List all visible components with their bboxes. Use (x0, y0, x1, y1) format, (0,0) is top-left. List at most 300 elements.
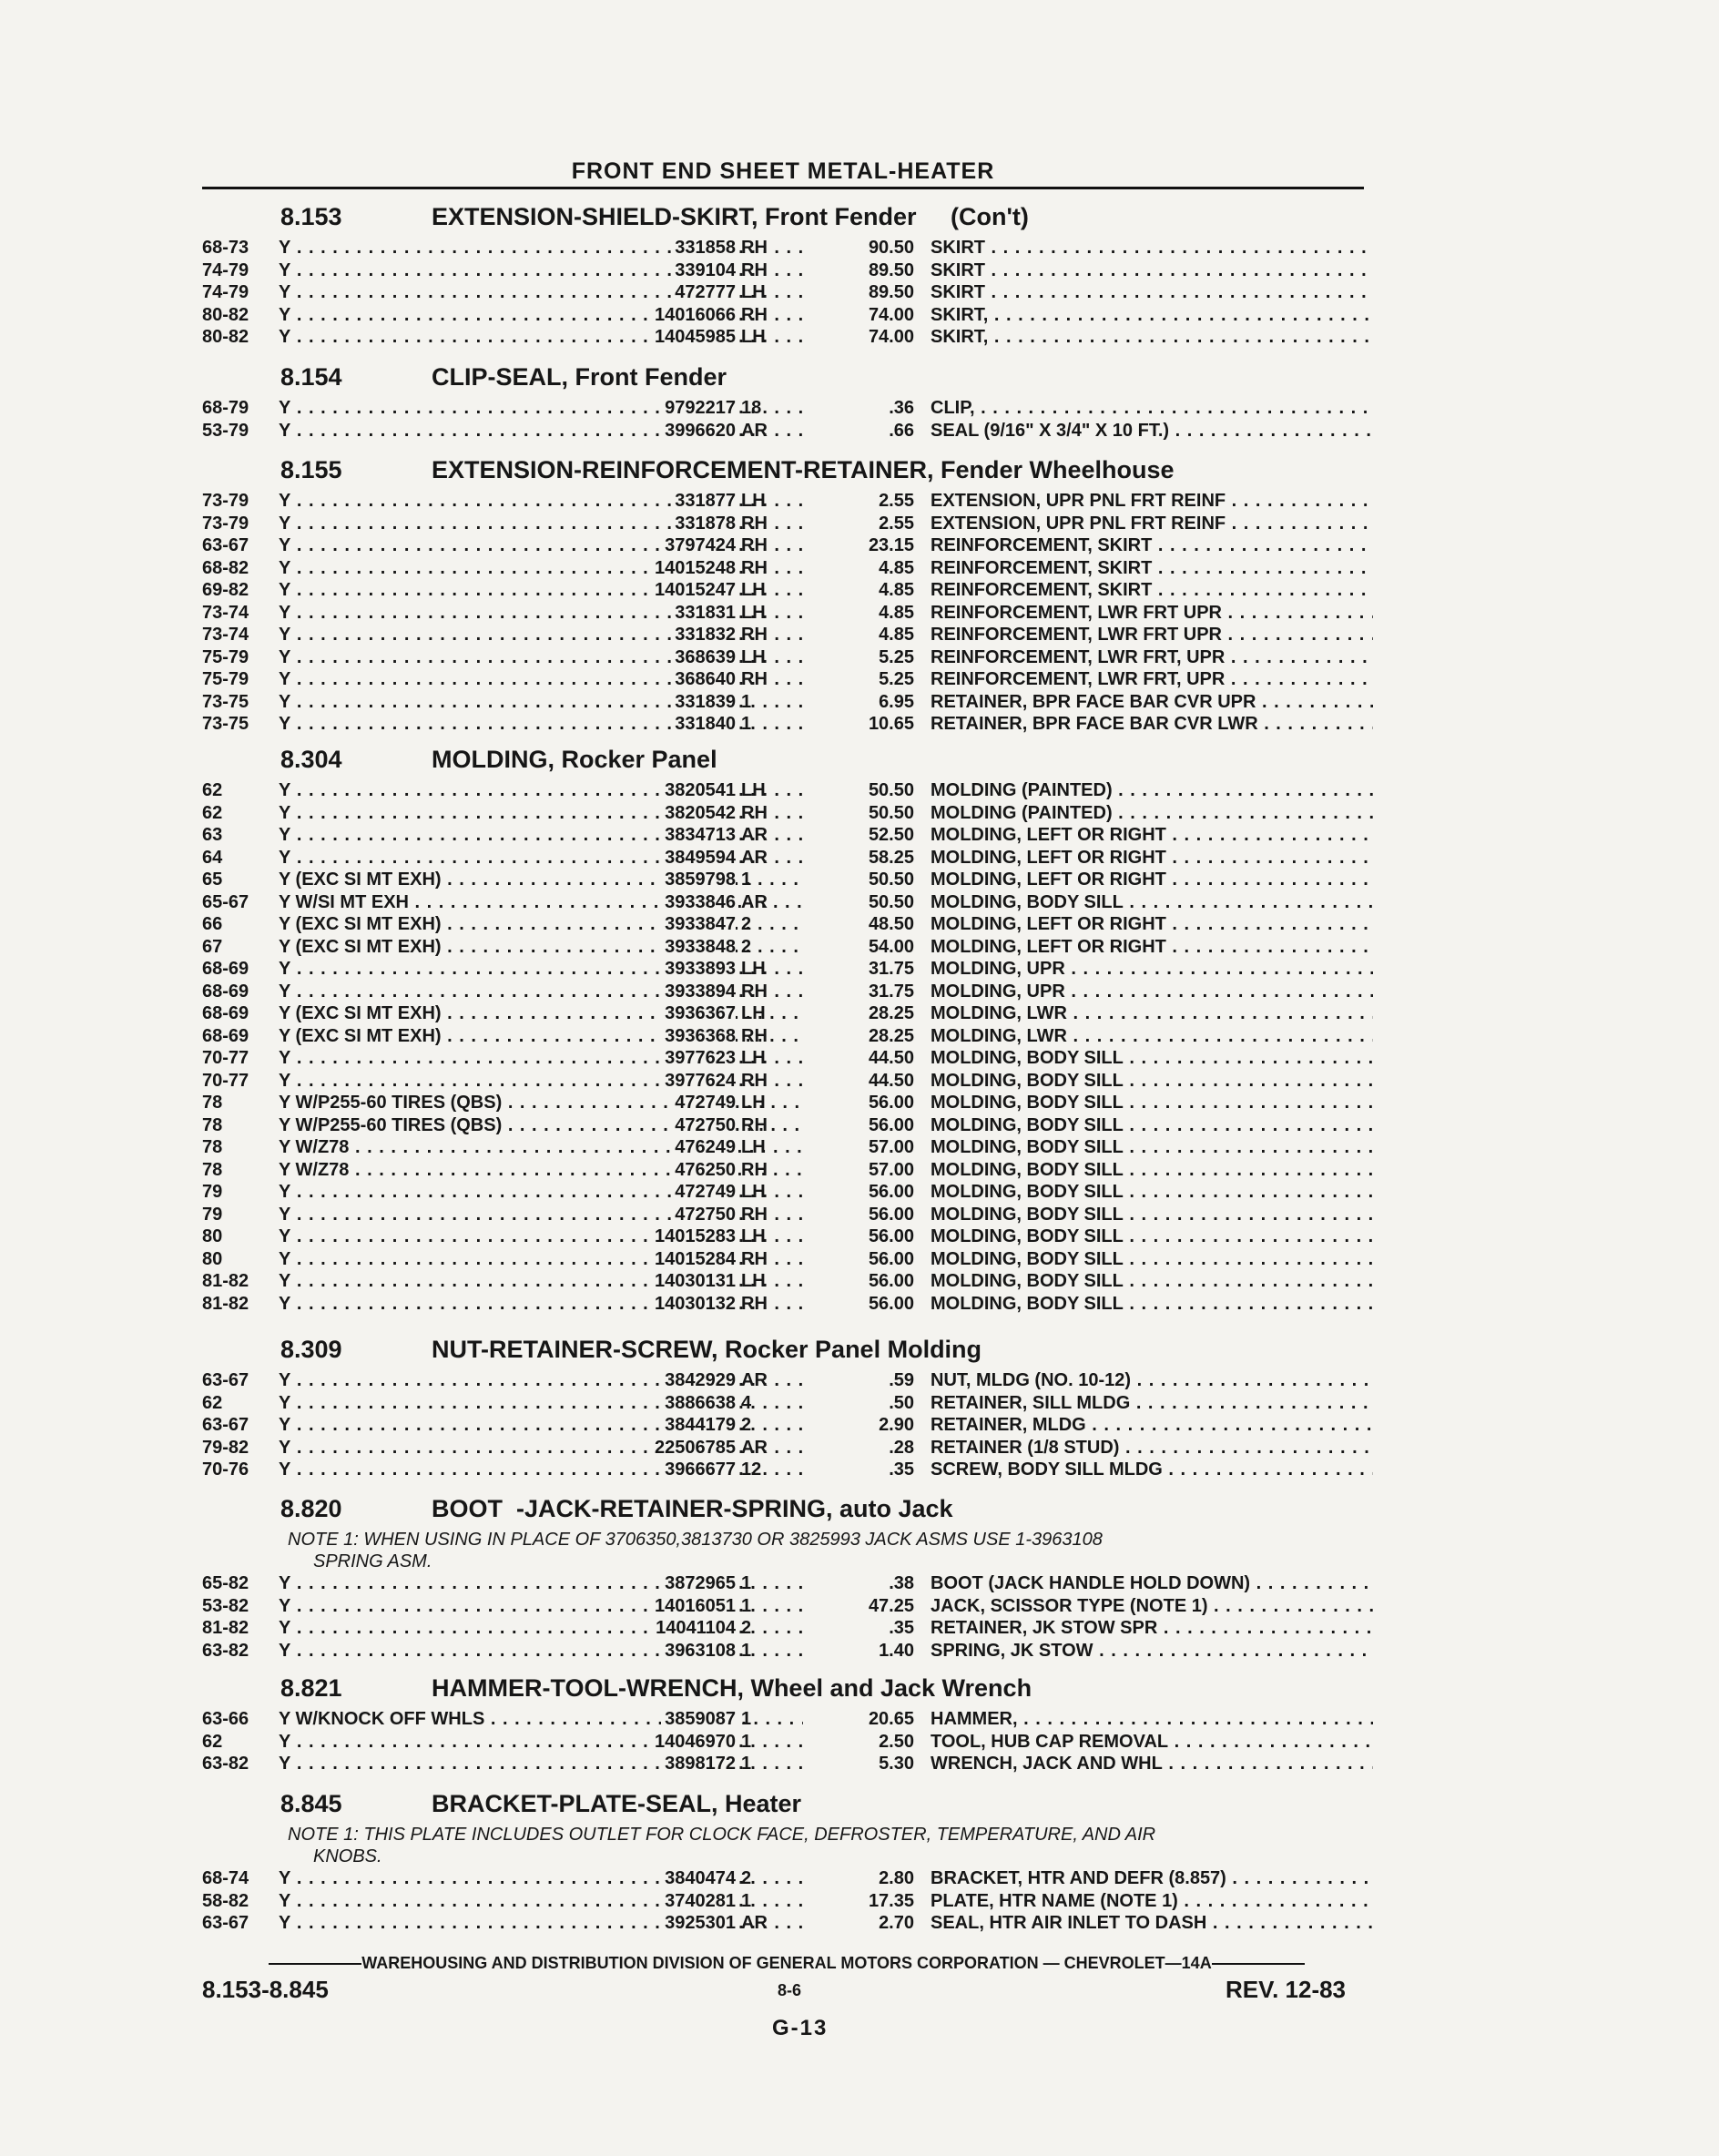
section-note-continued: KNOBS. (313, 1846, 382, 1866)
part-number: 14045985 (651, 326, 736, 349)
part-years: 79 (202, 1204, 223, 1225)
part-description: MOLDING, LEFT OR RIGHT . . . (931, 913, 1373, 936)
part-price: .38 (889, 1573, 914, 1593)
part-number: 3933848 (661, 936, 736, 959)
part-years: 78 (202, 1159, 223, 1180)
part-number: 14015247 (651, 579, 736, 602)
part-years: 75-79 (202, 669, 249, 689)
part-quantity: LH (741, 602, 766, 623)
part-years: 81-82 (202, 1618, 249, 1638)
part-price: 47.25 (868, 1595, 914, 1616)
part-quantity: 1 (741, 1731, 752, 1752)
part-description: MOLDING, LEFT OR RIGHT . . . (931, 847, 1373, 870)
part-price: 50.50 (868, 870, 914, 890)
part-years: 80 (202, 1226, 223, 1246)
part-row (202, 326, 1377, 349)
part-number: 3977623 (661, 1047, 736, 1070)
part-row (202, 1617, 1377, 1640)
part-quantity: RH (741, 1248, 768, 1269)
part-description: MOLDING, BODY SILL . . . (931, 891, 1373, 914)
part-description: SKIRT . . . (931, 237, 1373, 259)
part-row (202, 1002, 1377, 1025)
part-price: 4.85 (879, 580, 914, 600)
part-description: RETAINER, BPR FACE BAR CVR LWR . . . (931, 713, 1373, 736)
part-quantity: RH (741, 557, 768, 578)
section-heading (280, 1335, 982, 1364)
part-description: SKIRT . . . (931, 281, 1373, 304)
part-price: 56.00 (868, 1114, 914, 1135)
part-quantity: LH (741, 327, 766, 347)
part-years: 73-79 (202, 513, 249, 534)
part-application: Y . . . (279, 1753, 803, 1775)
part-row (202, 490, 1377, 513)
part-description: MOLDING, BODY SILL . . . (931, 1270, 1373, 1293)
part-number: 472749 (671, 1181, 736, 1204)
part-quantity: 1 (741, 1573, 752, 1593)
part-number: 9792217 (661, 397, 736, 420)
section-note-continued: SPRING ASM. (313, 1551, 432, 1571)
part-quantity: LH (741, 580, 766, 600)
part-years: 80-82 (202, 304, 249, 325)
part-quantity: 2 (741, 1868, 752, 1888)
part-description: MOLDING, BODY SILL . . . (931, 1159, 1373, 1182)
part-application: Y . . . (279, 1572, 803, 1595)
part-application: Y . . . (279, 281, 803, 304)
part-years: 80 (202, 1248, 223, 1269)
section-heading (280, 1494, 953, 1523)
part-application: Y . . . (279, 1047, 803, 1070)
part-row (202, 1248, 1377, 1271)
part-years: 81-82 (202, 1293, 249, 1314)
part-application: Y W/P255-60 TIRES (QBS) . . . (279, 1092, 803, 1114)
part-row (202, 513, 1377, 535)
part-description: MOLDING, BODY SILL . . . (931, 1248, 1373, 1271)
part-quantity: LH (741, 1226, 766, 1246)
part-application: Y . . . (279, 1617, 803, 1640)
part-quantity: RH (741, 304, 768, 325)
part-description: MOLDING, BODY SILL . . . (931, 1136, 1373, 1159)
part-price: 56.00 (868, 1204, 914, 1225)
part-number: 472777 (671, 281, 736, 304)
part-application: Y (EXC SI MT EXH) . . . (279, 936, 803, 959)
part-row (202, 1070, 1377, 1093)
part-price: 74.00 (868, 304, 914, 325)
part-row (202, 1437, 1377, 1459)
part-application: Y . . . (279, 713, 803, 736)
part-price: .66 (889, 420, 914, 441)
part-quantity: 1 (741, 1890, 752, 1911)
part-number: 3936367 (661, 1002, 736, 1025)
part-years: 65 (202, 870, 223, 890)
part-years: 68-74 (202, 1868, 249, 1888)
part-price: 17.35 (868, 1890, 914, 1911)
part-application: Y . . . (279, 513, 803, 535)
part-description: EXTENSION, UPR PNL FRT REINF . . . (931, 513, 1373, 535)
part-row (202, 579, 1377, 602)
part-years: 62 (202, 1392, 223, 1413)
part-years: 69-82 (202, 580, 249, 600)
part-row (202, 1731, 1377, 1754)
part-row (202, 1708, 1377, 1731)
part-description: MOLDING (PAINTED) . . . (931, 779, 1373, 802)
part-quantity: LH (741, 491, 766, 511)
part-description: REINFORCEMENT, SKIRT . . . (931, 579, 1373, 602)
section-title: NUT-RETAINER-SCREW, Rocker Panel Molding (432, 1336, 982, 1363)
part-quantity: AR (741, 1370, 768, 1390)
part-quantity: 1 (741, 691, 752, 712)
part-price: 2.80 (879, 1868, 914, 1888)
part-quantity: 12 (741, 1459, 762, 1480)
part-number: 3840474 (661, 1867, 736, 1890)
part-row (202, 802, 1377, 825)
part-price: .59 (889, 1370, 914, 1390)
part-application: Y . . . (279, 1392, 803, 1415)
part-quantity: 1 (741, 1640, 752, 1661)
part-years: 70-76 (202, 1459, 249, 1480)
section-code: 8.820 (280, 1495, 342, 1522)
part-application: Y . . . (279, 1270, 803, 1293)
part-quantity: LH (741, 1137, 766, 1157)
part-number: 3859087 (661, 1708, 736, 1731)
part-quantity: 2 (741, 914, 752, 934)
part-years: 65-82 (202, 1573, 249, 1593)
part-description: MOLDING (PAINTED) . . . (931, 802, 1373, 825)
part-years: 74-79 (202, 259, 249, 280)
part-description: RETAINER, BPR FACE BAR CVR UPR . . . (931, 691, 1373, 714)
part-price: 31.75 (868, 959, 914, 979)
part-years: 78 (202, 1093, 223, 1113)
part-row (202, 1595, 1377, 1618)
part-description: MOLDING, BODY SILL . . . (931, 1181, 1373, 1204)
part-application: Y . . . (279, 624, 803, 646)
part-description: REINFORCEMENT, SKIRT . . . (931, 534, 1373, 557)
part-number: 3886638 (661, 1392, 736, 1415)
part-row (202, 237, 1377, 259)
part-row (202, 1572, 1377, 1595)
part-number: 331878 (671, 513, 736, 535)
part-number: 14015283 (651, 1225, 736, 1248)
section-heading (280, 202, 1029, 231)
part-number: 476250 (671, 1159, 736, 1182)
part-number: 22506785 (651, 1437, 736, 1459)
part-number: 476249 (671, 1136, 736, 1159)
section-note: NOTE 1: THIS PLATE INCLUDES OUTLET FOR CLOCK FACE, DEFROSTER, TEMPERATURE, AND AIR (288, 1825, 1156, 1845)
part-application: Y . . . (279, 1867, 803, 1890)
part-description: RETAINER, SILL MLDG . . . (931, 1392, 1373, 1415)
part-quantity: LH (741, 959, 766, 979)
footer-rule-right (1212, 1963, 1305, 1965)
part-application: Y W/Z78 . . . (279, 1159, 803, 1182)
part-price: 57.00 (868, 1137, 914, 1157)
part-number: 368640 (671, 668, 736, 691)
part-description: RETAINER, JK STOW SPR . . . (931, 1617, 1373, 1640)
part-number: 3933893 (661, 958, 736, 981)
part-quantity: AR (741, 1437, 768, 1458)
part-years: 78 (202, 1137, 223, 1157)
part-application: Y . . . (279, 420, 803, 442)
part-number: 3820541 (661, 779, 736, 802)
part-quantity: AR (741, 825, 768, 845)
part-price: 2.70 (879, 1913, 914, 1933)
part-application: Y . . . (279, 490, 803, 513)
part-application: Y . . . (279, 1640, 803, 1663)
part-description: REINFORCEMENT, SKIRT . . . (931, 557, 1373, 580)
part-description: MOLDING, BODY SILL . . . (931, 1204, 1373, 1226)
part-row (202, 668, 1377, 691)
part-years: 79 (202, 1182, 223, 1202)
part-application: Y . . . (279, 1225, 803, 1248)
part-price: 89.50 (868, 282, 914, 302)
part-application: Y . . . (279, 1731, 803, 1754)
part-quantity: RH (741, 802, 768, 823)
part-application: Y . . . (279, 958, 803, 981)
part-application: Y . . . (279, 259, 803, 282)
part-description: RETAINER, MLDG . . . (931, 1414, 1373, 1437)
part-number: 3844179 (661, 1414, 736, 1437)
part-description: MOLDING, LWR . . . (931, 1025, 1373, 1048)
footer-division-line (202, 1954, 1371, 1973)
part-years: 70-77 (202, 1070, 249, 1091)
part-years: 70-77 (202, 1048, 249, 1068)
part-price: 6.95 (879, 691, 914, 712)
part-description: MOLDING, LWR . . . (931, 1002, 1373, 1025)
part-price: 2.50 (879, 1731, 914, 1752)
part-number: 14046970 (651, 1731, 736, 1754)
part-description: REINFORCEMENT, LWR FRT UPR . . . (931, 624, 1373, 646)
part-row (202, 1047, 1377, 1070)
part-quantity: RH (741, 1159, 768, 1180)
part-quantity: LH (741, 1003, 766, 1023)
section-heading (280, 1673, 1032, 1703)
part-quantity: LH (741, 780, 766, 800)
part-years: 63-67 (202, 535, 249, 555)
footer-revision: REV. 12-83 (1226, 1976, 1347, 2003)
part-description: TOOL, HUB CAP REMOVAL . . . (931, 1731, 1373, 1754)
part-quantity: RH (741, 238, 768, 258)
part-quantity: RH (741, 259, 768, 280)
part-description: MOLDING, LEFT OR RIGHT . . . (931, 936, 1373, 959)
part-years: 66 (202, 914, 223, 934)
part-description: MOLDING, BODY SILL . . . (931, 1047, 1373, 1070)
part-quantity: 1 (741, 1709, 752, 1729)
part-quantity: AR (741, 1913, 768, 1933)
section-title: BOOT -JACK-RETAINER-SPRING, auto Jack (432, 1495, 953, 1522)
section-title: EXTENSION-REINFORCEMENT-RETAINER, Fender Wheelhouse (432, 456, 1175, 483)
part-row (202, 602, 1377, 625)
part-years: 75-79 (202, 646, 249, 667)
part-years: 68-82 (202, 557, 249, 578)
part-years: 73-79 (202, 491, 249, 511)
section-heading (280, 745, 717, 774)
part-application: Y . . . (279, 981, 803, 1003)
part-number: 3933846 (661, 891, 736, 914)
part-number: 3859798 (661, 869, 736, 891)
page-title: FRONT END SHEET METAL-HEATER (571, 158, 995, 184)
section-code: 8.845 (280, 1790, 342, 1817)
part-number: 14041104 (652, 1617, 736, 1640)
part-price: 50.50 (868, 802, 914, 823)
part-years: 68-69 (202, 1003, 249, 1023)
part-price: 89.50 (868, 259, 914, 280)
part-number: 14016051 (651, 1595, 736, 1618)
part-description: SEAL, HTR AIR INLET TO DASH . . . (931, 1912, 1373, 1935)
part-price: .50 (889, 1392, 914, 1413)
part-row (202, 1640, 1377, 1663)
section-code: 8.153 (280, 203, 342, 230)
part-price: 10.65 (868, 714, 914, 734)
part-number: 331832 (671, 624, 736, 646)
part-application: Y . . . (279, 1293, 803, 1316)
part-row (202, 1270, 1377, 1293)
part-quantity: RH (741, 625, 768, 645)
part-application: Y . . . (279, 1459, 803, 1481)
part-row (202, 1459, 1377, 1481)
section-code: 8.821 (280, 1674, 342, 1702)
part-application: Y . . . (279, 1437, 803, 1459)
part-row (202, 779, 1377, 802)
part-row (202, 713, 1377, 736)
part-number: 3933894 (661, 981, 736, 1003)
section-code: 8.155 (280, 456, 342, 483)
part-number: 472749 (671, 1092, 736, 1114)
part-price: 28.25 (868, 1003, 914, 1023)
part-number: 339104 (671, 259, 736, 282)
part-price: 44.50 (868, 1048, 914, 1068)
part-description: NUT, MLDG (NO. 10-12) . . . (931, 1369, 1373, 1392)
part-quantity: 18 (741, 398, 762, 418)
part-price: 52.50 (868, 825, 914, 845)
part-description: MOLDING, BODY SILL . . . (931, 1293, 1373, 1316)
part-row (202, 691, 1377, 714)
part-application: Y . . . (279, 1070, 803, 1093)
part-application: Y . . . (279, 824, 803, 847)
part-years: 64 (202, 847, 223, 868)
part-price: 50.50 (868, 780, 914, 800)
part-price: 57.00 (868, 1159, 914, 1180)
part-application: Y (EXC SI MT EXH) . . . (279, 1002, 803, 1025)
section-title: CLIP-SEAL, Front Fender (432, 363, 727, 391)
part-row (202, 534, 1377, 557)
part-price: 56.00 (868, 1182, 914, 1202)
part-description: MOLDING, BODY SILL . . . (931, 1225, 1373, 1248)
part-application: Y W/Z78 . . . (279, 1136, 803, 1159)
section-heading (280, 362, 727, 392)
part-number: 3933847 (661, 913, 736, 936)
part-number: 3936368 (661, 1025, 736, 1048)
part-row (202, 397, 1377, 420)
section-heading (280, 1789, 801, 1818)
part-number: 331840 (671, 713, 736, 736)
part-application: Y W/KNOCK OFF WHLS . . . (279, 1708, 803, 1731)
part-row (202, 1912, 1377, 1935)
part-quantity: RH (741, 1204, 768, 1225)
part-years: 63-67 (202, 1370, 249, 1390)
part-row (202, 1181, 1377, 1204)
part-price: 90.50 (868, 238, 914, 258)
part-years: 68-79 (202, 398, 249, 418)
part-number: 3834713 (661, 824, 736, 847)
part-price: 74.00 (868, 327, 914, 347)
part-description: CLIP, . . . (931, 397, 1373, 420)
footer-rule-left (269, 1963, 361, 1965)
part-row (202, 958, 1377, 981)
part-number: 3963108 (661, 1640, 736, 1663)
part-description: BRACKET, HTR AND DEFR (8.857) . . . (931, 1867, 1373, 1890)
part-price: 56.00 (868, 1271, 914, 1291)
part-price: 2.55 (879, 513, 914, 534)
part-row (202, 624, 1377, 646)
part-quantity: RH (741, 535, 768, 555)
section-code: 8.309 (280, 1336, 342, 1363)
part-price: 50.50 (868, 891, 914, 912)
part-quantity: 2 (741, 1415, 752, 1435)
part-years: 81-82 (202, 1271, 249, 1291)
part-application: Y . . . (279, 326, 803, 349)
footer-g-page: G-13 (772, 2016, 829, 2040)
part-quantity: RH (741, 1025, 768, 1046)
part-price: 48.50 (868, 914, 914, 934)
part-row (202, 891, 1377, 914)
part-row (202, 913, 1377, 936)
part-years: 63-67 (202, 1415, 249, 1435)
part-quantity: 1 (741, 714, 752, 734)
part-number: 3898172 (661, 1753, 736, 1775)
part-row (202, 1293, 1377, 1316)
part-application: Y (EXC SI MT EXH) . . . (279, 913, 803, 936)
part-years: 67 (202, 936, 223, 957)
part-description: BOOT (JACK HANDLE HOLD DOWN) . . . (931, 1572, 1373, 1595)
part-row (202, 646, 1377, 669)
part-row (202, 1392, 1377, 1415)
section-title: HAMMER-TOOL-WRENCH, Wheel and Jack Wrench (432, 1674, 1032, 1702)
part-application: Y . . . (279, 668, 803, 691)
part-price: 5.25 (879, 646, 914, 667)
part-price: 44.50 (868, 1070, 914, 1091)
part-application: Y . . . (279, 304, 803, 327)
part-application: Y . . . (279, 1248, 803, 1271)
part-description: WRENCH, JACK AND WHL . . . (931, 1753, 1373, 1775)
part-years: 63-67 (202, 1913, 249, 1933)
part-row (202, 1753, 1377, 1775)
part-years: 73-75 (202, 691, 249, 712)
part-description: MOLDING, BODY SILL . . . (931, 1114, 1373, 1137)
part-years: 80-82 (202, 327, 249, 347)
part-application: Y . . . (279, 1204, 803, 1226)
part-description: HAMMER, . . . (931, 1708, 1373, 1731)
part-number: 14015248 (651, 557, 736, 580)
part-application: Y . . . (279, 1912, 803, 1935)
part-years: 79-82 (202, 1437, 249, 1458)
part-description: SCREW, BODY SILL MLDG . . . (931, 1459, 1373, 1481)
part-number: 3872965 (661, 1572, 736, 1595)
part-application: Y W/SI MT EXH . . . (279, 891, 803, 914)
part-application: Y . . . (279, 237, 803, 259)
part-description: EXTENSION, UPR PNL FRT REINF . . . (931, 490, 1373, 513)
part-row (202, 557, 1377, 580)
part-price: 5.30 (879, 1754, 914, 1774)
part-row (202, 1025, 1377, 1048)
part-number: 3849594 (661, 847, 736, 870)
part-row (202, 1136, 1377, 1159)
part-quantity: LH (741, 1048, 766, 1068)
part-description: MOLDING, LEFT OR RIGHT . . . (931, 869, 1373, 891)
part-row (202, 936, 1377, 959)
part-price: 56.00 (868, 1093, 914, 1113)
part-number: 3797424 (661, 534, 736, 557)
part-quantity: 2 (741, 936, 752, 957)
part-application: Y . . . (279, 1595, 803, 1618)
part-years: 73-74 (202, 625, 249, 645)
